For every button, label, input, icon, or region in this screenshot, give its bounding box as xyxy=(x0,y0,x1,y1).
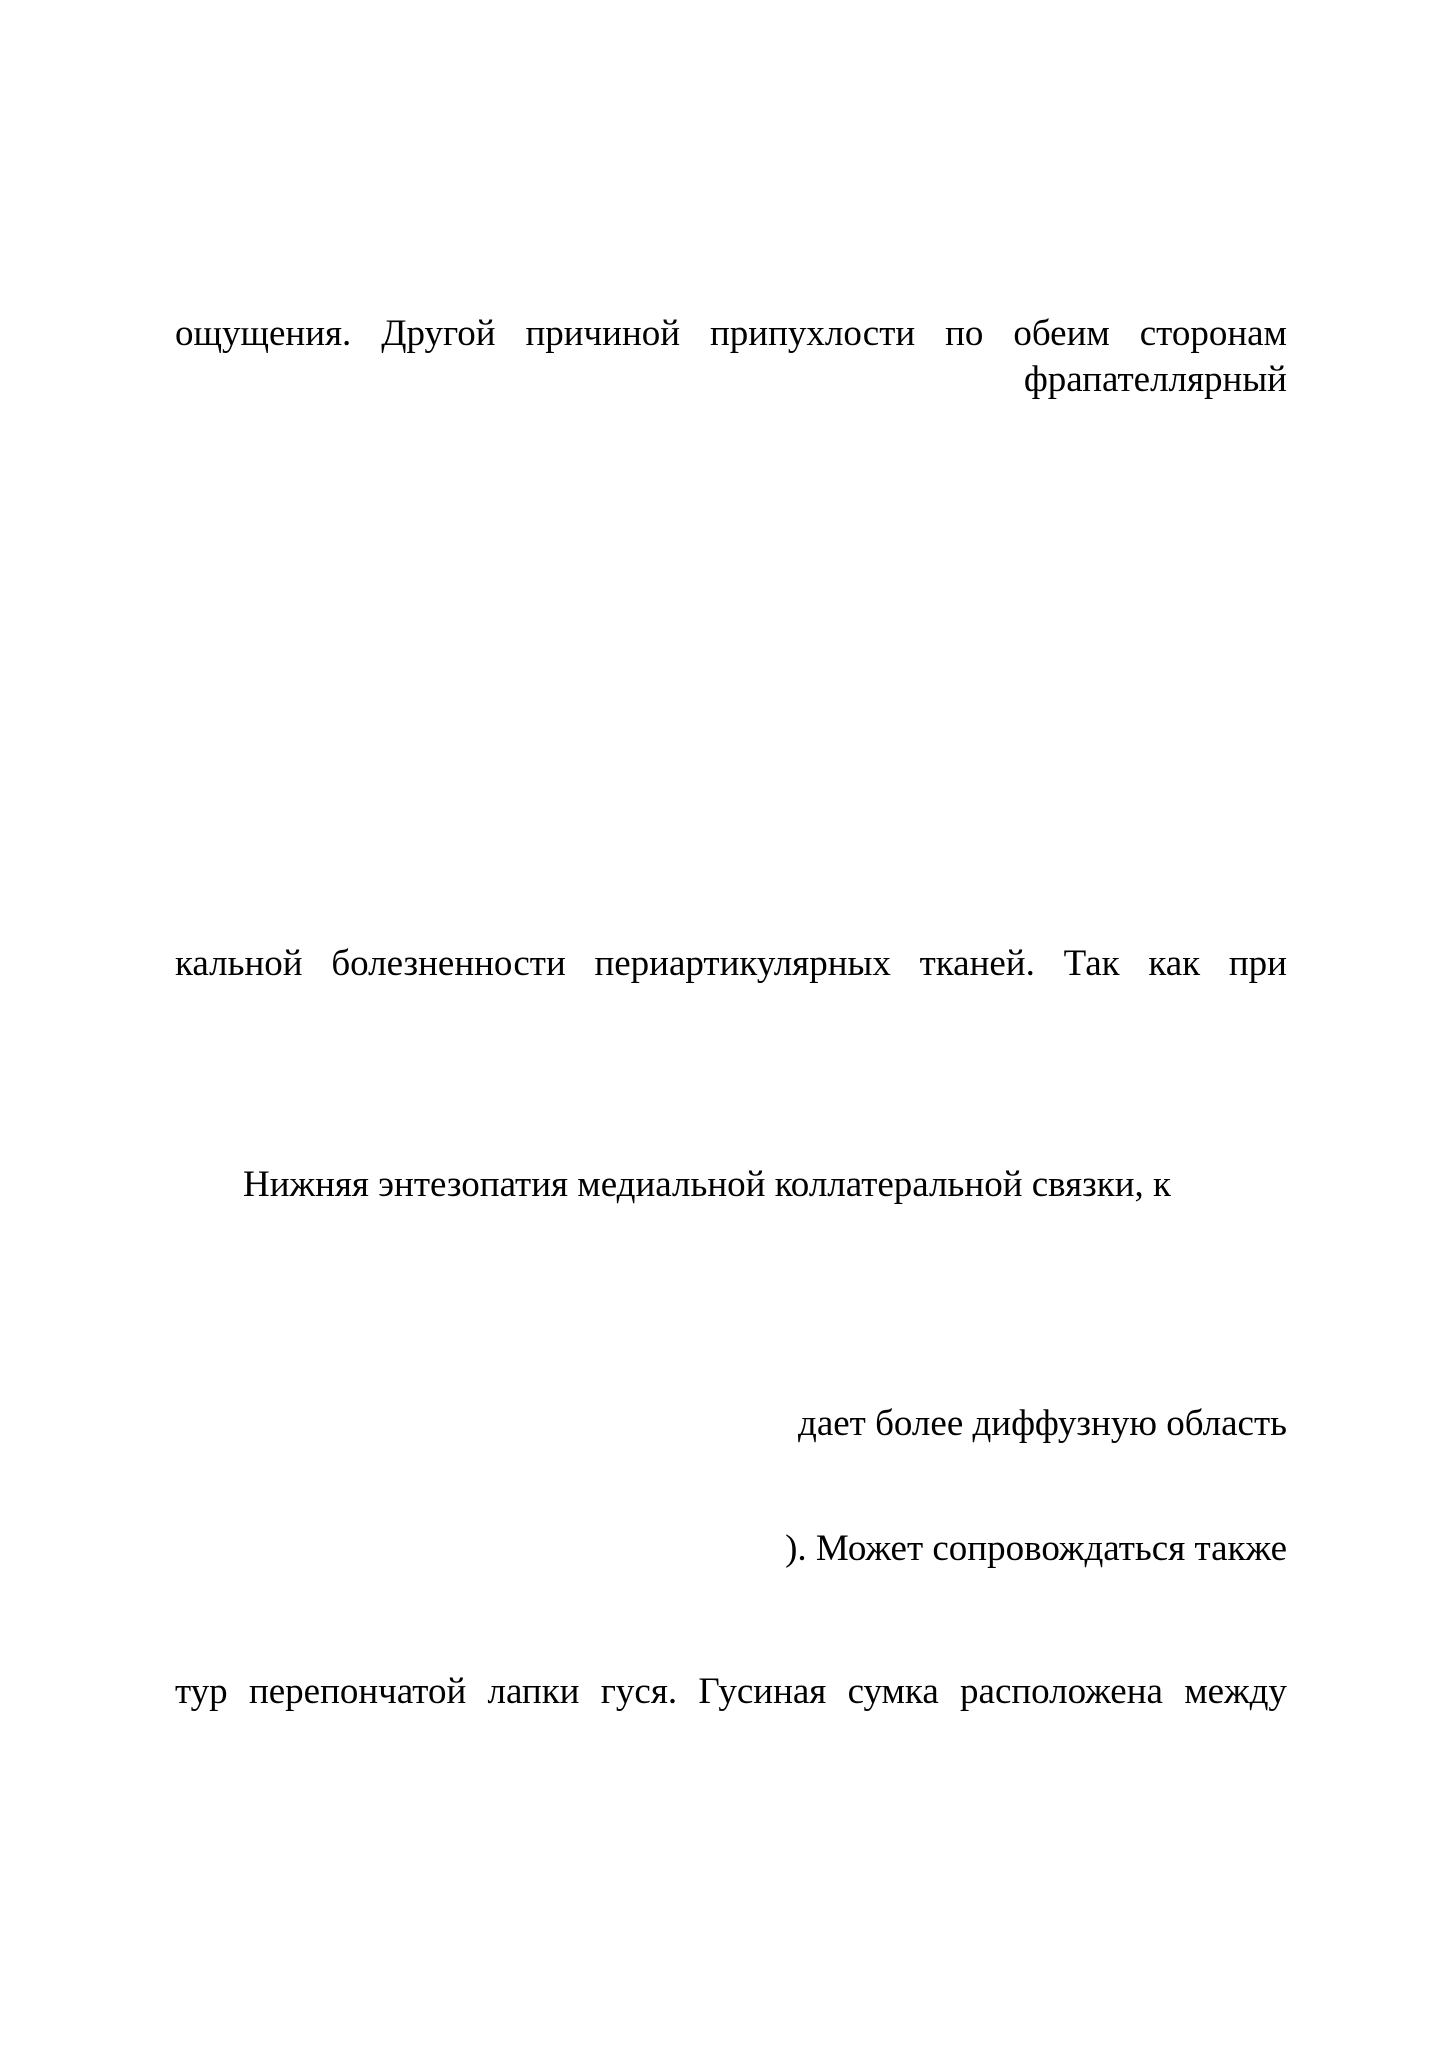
word: болезненности xyxy=(331,943,566,984)
paragraph-line-2: фрапателлярный xyxy=(1023,359,1287,400)
word: сумка xyxy=(847,1671,939,1712)
word: гуся. xyxy=(600,1671,678,1712)
word: лапки xyxy=(487,1671,580,1712)
word: ощущения. xyxy=(175,313,352,354)
word: Другой xyxy=(381,313,496,354)
word: как xyxy=(1148,943,1201,984)
word: кальной xyxy=(175,943,303,984)
word: обеим xyxy=(1013,313,1110,354)
word: расположена xyxy=(960,1671,1163,1712)
paragraph-line-1 xyxy=(175,312,1287,356)
paragraph-line-4: Нижняя энтезопатия медиальной коллатеральной связки, к xyxy=(243,1164,1172,1205)
word: припухлости xyxy=(709,313,916,354)
word: причиной xyxy=(525,313,681,354)
word: перепончатой xyxy=(248,1671,467,1712)
word: периартикулярных xyxy=(594,943,891,984)
word: между xyxy=(1184,1671,1287,1712)
paragraph-line-3 xyxy=(175,942,1287,986)
word: по xyxy=(945,313,984,354)
word: Гусиная xyxy=(698,1671,827,1712)
word: Так xyxy=(1063,943,1120,984)
word: тур xyxy=(175,1671,228,1712)
paragraph-line-7 xyxy=(175,1670,1287,1714)
paragraph-line-5: дает более диффузную область xyxy=(798,1403,1287,1444)
word: сторонам xyxy=(1139,313,1287,354)
word: при xyxy=(1228,943,1287,984)
paragraph-line-6: ). Может сопровождаться также xyxy=(785,1528,1287,1569)
word: тканей. xyxy=(919,943,1035,984)
